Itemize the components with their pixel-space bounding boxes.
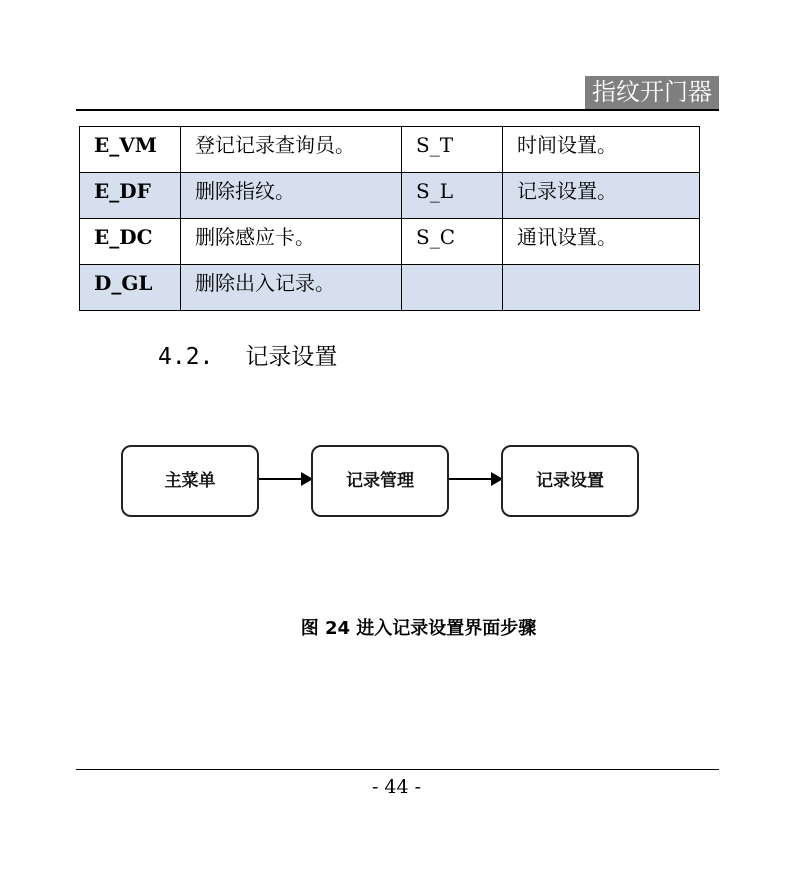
table-row (80, 173, 700, 219)
table-cell-code (402, 265, 503, 311)
table-row (80, 127, 700, 173)
table-cell-code: S_T (402, 127, 503, 173)
table-cell-description: 登记记录查询员。 (181, 127, 402, 173)
code-table (79, 126, 700, 311)
section-number: 4.2. (158, 344, 214, 370)
table-cell-description: 删除指纹。 (181, 173, 402, 219)
table-cell-description: 记录设置。 (503, 173, 700, 219)
table-cell-description: 通讯设置。 (503, 219, 700, 265)
running-header-title: 指纹开门器 (585, 76, 719, 109)
flow-arrow (449, 478, 501, 480)
flow-step-record-settings: 记录设置 (501, 445, 639, 517)
header-rule (76, 109, 719, 111)
table-cell-code: S_C (402, 219, 503, 265)
section-heading (158, 338, 337, 371)
table-cell-description: 时间设置。 (503, 127, 700, 173)
table-cell-description: 删除感应卡。 (181, 219, 402, 265)
table-cell-description (503, 265, 700, 311)
table-cell-description: 删除出入记录。 (181, 265, 402, 311)
flow-step-record-management: 记录管理 (311, 445, 449, 517)
figure-caption: 图 24 进入记录设置界面步骤 (300, 618, 537, 639)
flow-arrow (259, 478, 311, 480)
table-cell-code: E_DC (80, 219, 181, 265)
table-row (80, 219, 700, 265)
table-cell-code: D_GL (80, 265, 181, 311)
table-cell-code: E_DF (80, 173, 181, 219)
section-title: 记录设置 (245, 344, 338, 370)
table-cell-code: E_VM (80, 127, 181, 173)
page-number: - 44 - (371, 776, 422, 798)
flow-step-main-menu: 主菜单 (121, 445, 259, 517)
table-cell-code: S_L (402, 173, 503, 219)
table-row (80, 265, 700, 311)
footer-rule (76, 769, 719, 770)
